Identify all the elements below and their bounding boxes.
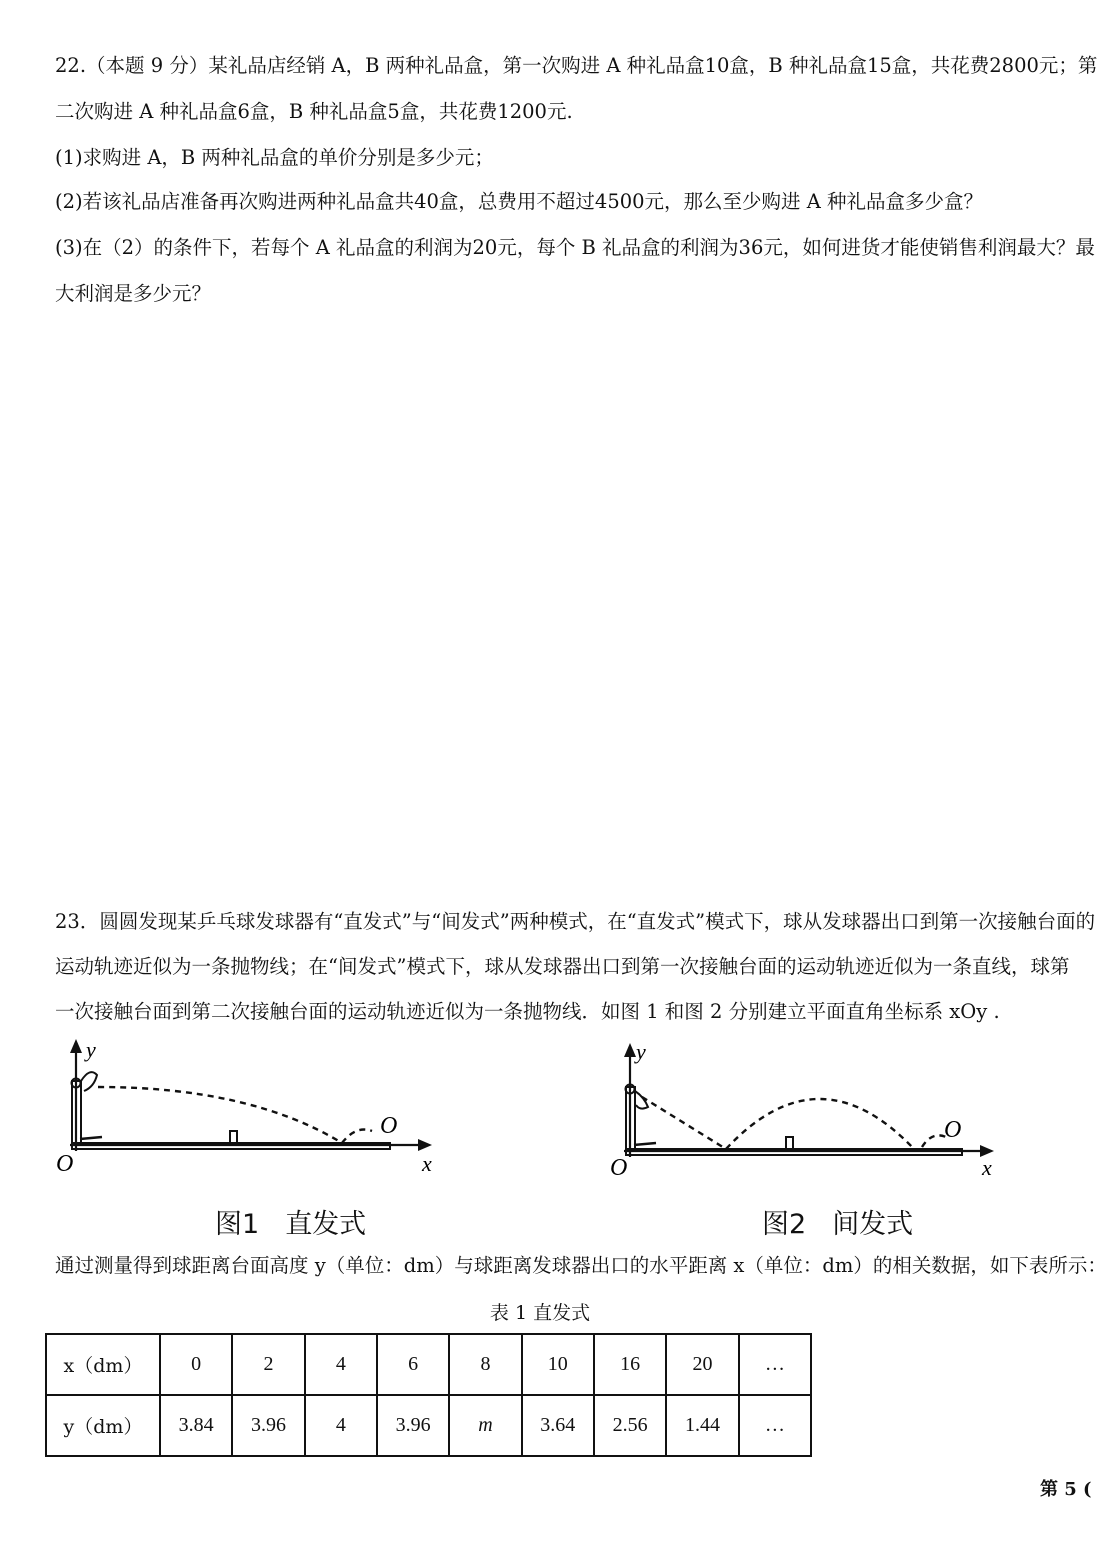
x-value: 10 <box>522 1334 594 1395</box>
launcher-nozzle <box>81 1072 97 1091</box>
launcher-base <box>634 1143 656 1145</box>
x-value: 6 <box>377 1334 449 1395</box>
q23-measurement-line: 通过测量得到球距离台面高度 y（单位：dm）与球距离发球器出口的水平距离 x（单位：dm）的相关数据，如下表所示： <box>55 1254 1107 1277</box>
x-axis-arrow <box>418 1139 432 1151</box>
figure-1-diagram <box>50 1035 450 1180</box>
x-axis-label: x <box>982 1155 992 1180</box>
q23-stem-line-3: 一次接触台面到第二次接触台面的运动轨迹近似为一条抛物线．如图 1 和图 2 分别建立平面直角坐标系 xOy . <box>55 1000 1000 1023</box>
table-1-title: 表 1 直发式 <box>489 1302 591 1324</box>
x-axis-label: x <box>422 1151 432 1176</box>
x-value: 20 <box>666 1334 738 1395</box>
x-value: 16 <box>594 1334 666 1395</box>
figure-1-name: 直发式 <box>285 1209 367 1240</box>
ball-straight-path <box>642 1097 726 1149</box>
q22-stem-line-2: 二次购进 A 种礼品盒6盒，B 种礼品盒5盒，共花费1200元. <box>55 100 573 123</box>
y-header: y（dm） <box>46 1395 160 1456</box>
x-value: 8 <box>449 1334 521 1395</box>
ball-parabola <box>726 1099 914 1149</box>
y-value-unknown: m <box>449 1395 521 1456</box>
y-axis-label: y <box>86 1037 96 1062</box>
origin-label: O <box>610 1155 628 1181</box>
q22-stem-line-1: 22.（本题 9 分）某礼品店经销 A，B 两种礼品盒，第一次购进 A 种礼品盒10盒，B 种礼品盒15盒，共花费2800元；第 <box>55 54 1098 77</box>
ball-label: O <box>380 1113 398 1139</box>
origin-label: O <box>56 1151 74 1177</box>
y-value: 3.96 <box>232 1395 304 1456</box>
figure-2-name: 间发式 <box>832 1209 914 1240</box>
launcher-base <box>80 1137 102 1139</box>
table-1 <box>45 1333 812 1457</box>
figure-2-caption <box>762 1202 913 1241</box>
q22-part-2: (2)若该礼品店准备再次购进两种礼品盒共40盒，总费用不超过4500元，那么至少购进 A 种礼品盒多少盒？ <box>55 190 984 213</box>
net <box>230 1131 237 1143</box>
y-value: … <box>739 1395 811 1456</box>
x-value: 2 <box>232 1334 304 1395</box>
figure-1-caption <box>215 1202 366 1241</box>
x-value: 4 <box>305 1334 377 1395</box>
y-value: 3.64 <box>522 1395 594 1456</box>
q22-part-3-line-2: 大利润是多少元？ <box>55 282 212 305</box>
x-value: … <box>739 1334 811 1395</box>
ball-label: O <box>944 1117 962 1143</box>
net <box>786 1137 793 1149</box>
q22-part-1: (1)求购进 A，B 两种礼品盒的单价分别是多少元； <box>55 146 494 169</box>
ball-bounce <box>342 1130 372 1144</box>
ball-trajectory <box>98 1087 342 1143</box>
y-value: 3.96 <box>377 1395 449 1456</box>
y-value: 3.84 <box>160 1395 232 1456</box>
ball-bounce <box>922 1135 946 1147</box>
y-value: 1.44 <box>666 1395 738 1456</box>
q23-stem-line-1: 23．圆圆发现某乒乓球发球器有“直发式”与“间发式”两种模式，在“直发式”模式下，球从发球器出口到第一次接触台面的 <box>55 910 1096 933</box>
figure-2-diagram <box>606 1035 1006 1180</box>
y-axis-arrow <box>624 1043 636 1057</box>
y-value: 4 <box>305 1395 377 1456</box>
figure-1-number: 图1 <box>215 1209 260 1240</box>
page-number: 第 5 ( <box>1040 1479 1092 1500</box>
y-value: 2.56 <box>594 1395 666 1456</box>
x-value: 0 <box>160 1334 232 1395</box>
y-axis-label: y <box>636 1039 646 1064</box>
x-header: x（dm） <box>46 1334 160 1395</box>
q23-stem-line-2: 运动轨迹近似为一条抛物线；在“间发式”模式下，球从发球器出口到第一次接触台面的运动轨迹近似为一条直线，球第 <box>55 955 1070 978</box>
figure-2-number: 图2 <box>762 1209 807 1240</box>
table-row-x <box>46 1334 811 1395</box>
q22-part-3-line-1: (3)在（2）的条件下，若每个 A 礼品盒的利润为20元，每个 B 礼品盒的利润为36元，如何进货才能使销售利润最大？最 <box>55 236 1095 259</box>
table-row-y <box>46 1395 811 1456</box>
y-axis-arrow <box>70 1039 82 1053</box>
